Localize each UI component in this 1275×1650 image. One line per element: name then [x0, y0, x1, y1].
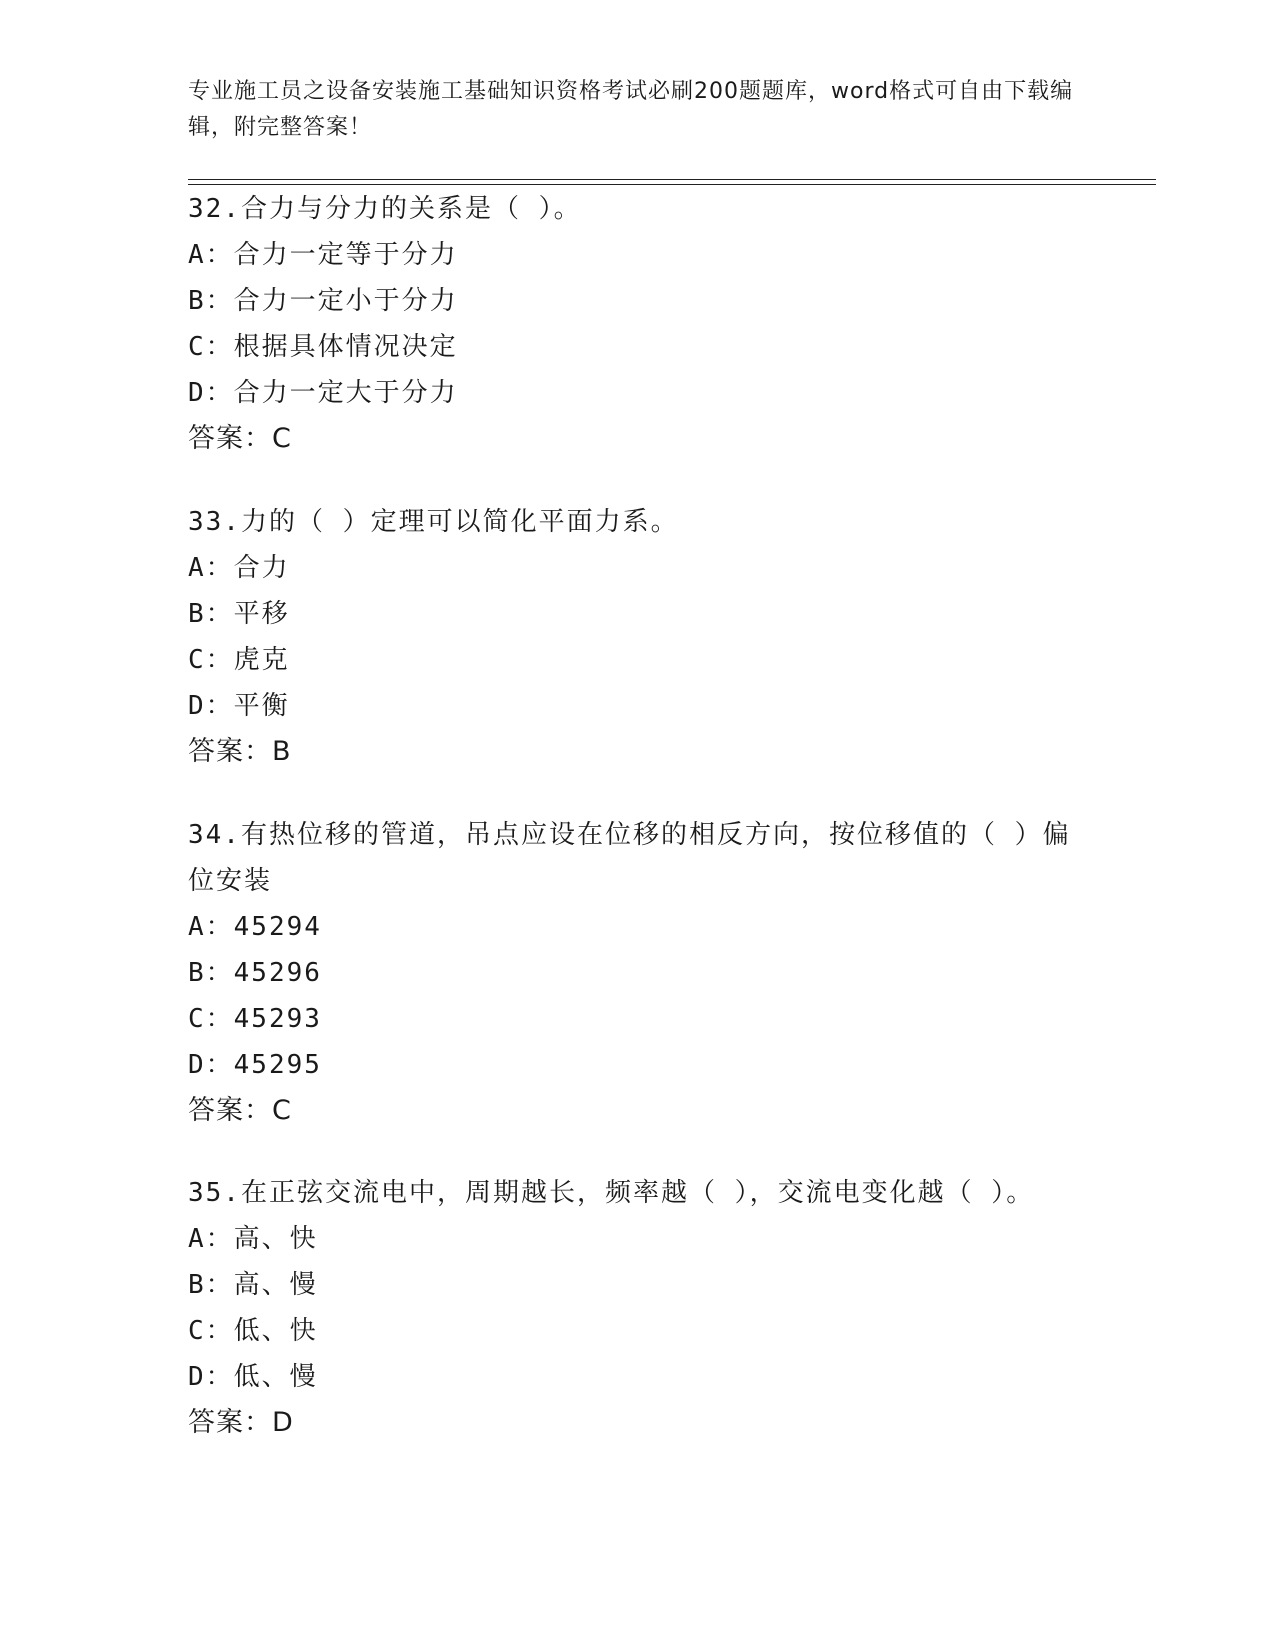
question-stem: 35.在正弦交流电中，周期越长，频率越（ ），交流电变化越（ ）。	[188, 1178, 1035, 1208]
header-divider-top	[188, 179, 1156, 180]
answer-line: 答案：C	[188, 423, 292, 454]
option-a: A：合力一定等于分力	[188, 240, 458, 270]
answer-line: 答案：C	[188, 1095, 292, 1126]
question-34	[188, 812, 1088, 1134]
option-d: D：低、慢	[188, 1362, 318, 1392]
answer-line: 答案：B	[188, 736, 292, 767]
option-b: B：平移	[188, 599, 290, 629]
document-header: 专业施工员之设备安装施工基础知识资格考试必刷200题题库，word格式可自由下载编辑，附完整答案！	[188, 79, 1074, 140]
question-32	[188, 186, 1088, 462]
answer-line: 答案：D	[188, 1407, 294, 1438]
option-c: C：低、快	[188, 1316, 318, 1346]
question-33	[188, 499, 1088, 775]
option-c: C：45293	[188, 1004, 322, 1034]
option-b: B：高、慢	[188, 1270, 318, 1300]
option-a: A：合力	[188, 553, 290, 583]
option-d: D：合力一定大于分力	[188, 378, 458, 408]
option-a: A：高、快	[188, 1224, 318, 1254]
option-c: C：虎克	[188, 645, 290, 675]
option-d: D：平衡	[188, 691, 290, 721]
header-divider-bottom	[188, 184, 1156, 185]
option-b: B：45296	[188, 958, 322, 988]
question-35	[188, 1170, 1088, 1446]
option-c: C：根据具体情况决定	[188, 332, 458, 362]
option-a: A：45294	[188, 912, 322, 942]
question-stem: 34.有热位移的管道，吊点应设在位移的相反方向，按位移值的（ ）偏位安装	[188, 820, 1071, 896]
option-d: D：45295	[188, 1050, 322, 1080]
question-stem: 33.力的（ ）定理可以简化平面力系。	[188, 507, 679, 537]
option-b: B：合力一定小于分力	[188, 286, 458, 316]
question-stem: 32.合力与分力的关系是（ ）。	[188, 194, 582, 224]
